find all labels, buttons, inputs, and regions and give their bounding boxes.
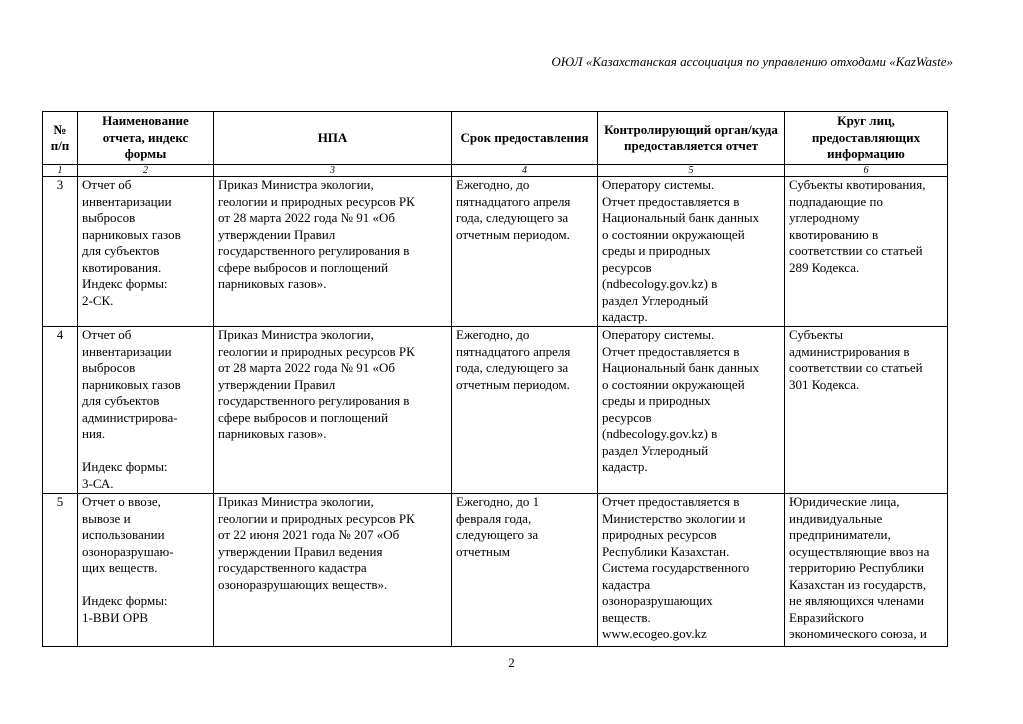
row-number: 5 xyxy=(43,494,78,647)
npa-cell: Приказ Министра экологии, геологии и природных ресурсов РК от 28 марта 2022 года № 91 «Об утверждении Правил государственного регулирования в сфере выбросов и поглощений парниковых газов». xyxy=(214,177,452,327)
organization-header: ОЮЛ «Казахстанская ассоциация по управлению отходами «KazWaste» xyxy=(551,54,953,69)
column-header-persons: Круг лиц, предоставляющих информацию xyxy=(785,112,948,165)
persons-cell: Субъекты квотирования, подпадающие по углеродному квотированию в соответствии со статьей 289 Кодекса. xyxy=(785,177,948,327)
authority-cell: Оператору системы. Отчет предоставляется в Национальный банк данных о состоянии окружающей среды и природных ресурсов (ndbecology.gov.kz) в раздел Углеродный кадастр. xyxy=(598,177,785,327)
column-header-report: Наименование отчета, индекс формы xyxy=(78,112,214,165)
column-number: 4 xyxy=(452,165,598,177)
column-number: 6 xyxy=(785,165,948,177)
reports-table xyxy=(42,111,948,647)
deadline-cell: Ежегодно, до 1 февраля года, следующего за отчетным xyxy=(452,494,598,647)
npa-cell: Приказ Министра экологии, геологии и природных ресурсов РК от 28 марта 2022 года № 91 «Об утверждении Правил государственного регулирования в сфере выбросов и поглощений парниковых газов». xyxy=(214,327,452,494)
column-number: 3 xyxy=(214,165,452,177)
table-row xyxy=(43,327,948,494)
deadline-cell: Ежегодно, до пятнадцатого апреля года, следующего за отчетным периодом. xyxy=(452,327,598,494)
npa-cell: Приказ Министра экологии, геологии и природных ресурсов РК от 22 июня 2021 года № 207 «Об утверждении Правил ведения государственного кадастра озоноразрушающих веществ». xyxy=(214,494,452,647)
column-number: 5 xyxy=(598,165,785,177)
row-number: 3 xyxy=(43,177,78,327)
report-name-cell: Отчет об инвентаризации выбросов парниковых газов для субъектов администрирова- ния. Индекс формы: 3-СА. xyxy=(78,327,214,494)
report-name-cell: Отчет об инвентаризации выбросов парниковых газов для субъектов квотирования. Индекс формы: 2-СК. xyxy=(78,177,214,327)
column-header-number: № п/п xyxy=(43,112,78,165)
authority-cell: Отчет предоставляется в Министерство экологии и природных ресурсов Республики Казахстан. Система государственного кадастра озоноразрушающих веществ. www.ecogeo.gov.kz xyxy=(598,494,785,647)
table-row xyxy=(43,177,948,327)
persons-cell: Юридические лица, индивидуальные предприниматели, осуществляющие ввоз на территорию Республики Казахстан из государств, не являющихся членами Евразийского экономического союза, и xyxy=(785,494,948,647)
column-header-npa: НПА xyxy=(214,112,452,165)
column-number: 2 xyxy=(78,165,214,177)
authority-cell: Оператору системы. Отчет предоставляется в Национальный банк данных о состоянии окружающей среды и природных ресурсов (ndbecology.gov.kz) в раздел Углеродный кадастр. xyxy=(598,327,785,494)
column-number-row xyxy=(43,165,948,177)
report-name-cell: Отчет о ввозе, вывозе и использовании озоноразрушаю- щих веществ. Индекс формы: 1-ВВИ ОРВ xyxy=(78,494,214,647)
persons-cell: Субъекты администрирования в соответствии со статьей 301 Кодекса. xyxy=(785,327,948,494)
column-header-deadline: Срок предоставления xyxy=(452,112,598,165)
table-header-row xyxy=(43,112,948,165)
table-row xyxy=(43,494,948,647)
page-number: 2 xyxy=(508,655,515,670)
column-header-authority: Контролирующий орган/куда предоставляется отчет xyxy=(598,112,785,165)
deadline-cell: Ежегодно, до пятнадцатого апреля года, следующего за отчетным периодом. xyxy=(452,177,598,327)
row-number: 4 xyxy=(43,327,78,494)
column-number: 1 xyxy=(43,165,78,177)
